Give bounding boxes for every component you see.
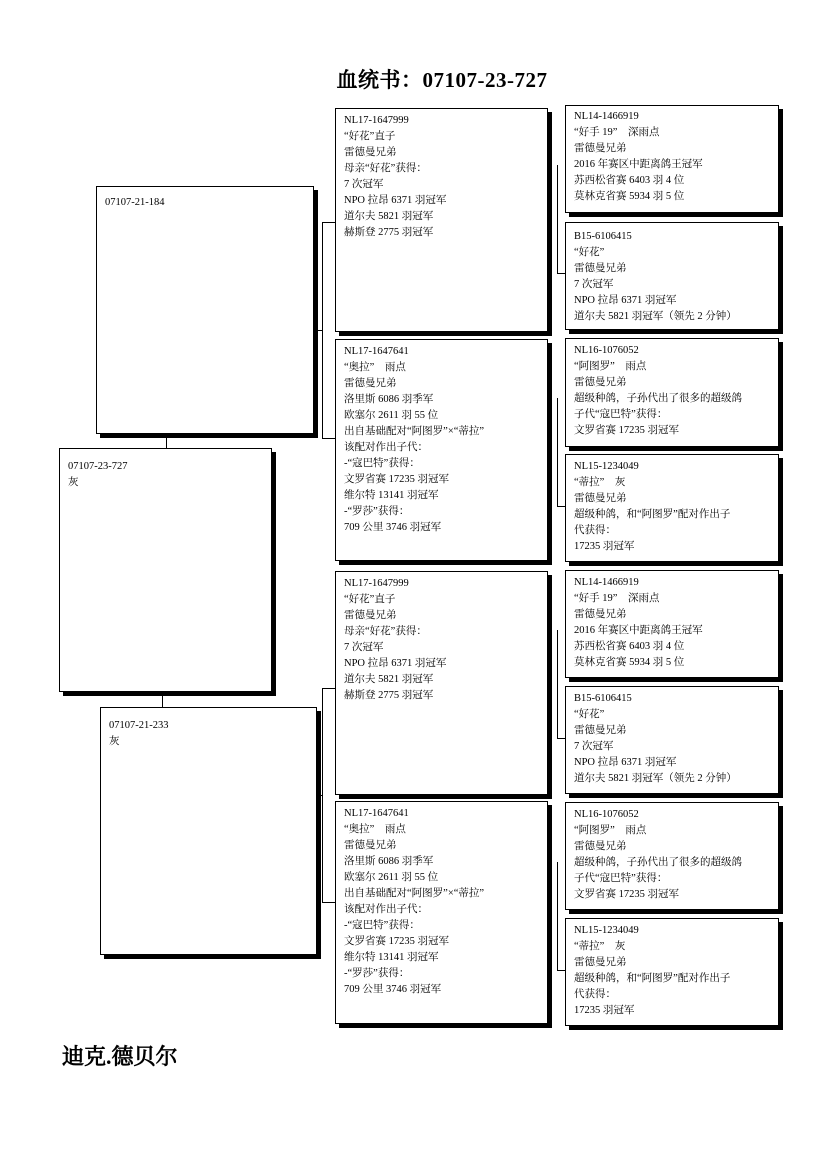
pedigree-line: NPO 拉昂 6371 羽冠军 [344,195,447,206]
pedigree-box-dam-sire [335,571,548,795]
pedigree-line: 子代“寇巴特”获得： [574,409,668,420]
pedigree-line: “蒂拉” 灰 [574,941,626,952]
pedigree-line: 雷德曼兄弟 [574,609,627,620]
ring-number: NL17-1647999 [344,578,409,589]
ring-number: NL15-1234049 [574,925,639,936]
ring-number: B15-6106415 [574,231,632,242]
pedigree-line: 雷德曼兄弟 [344,378,397,389]
pedigree-line: 道尔夫 5821 羽冠军（领先 2 分钟） [574,311,737,322]
pedigree-line: -“寇巴特”获得： [344,458,420,469]
ring-number: NL14-1466919 [574,577,639,588]
pedigree-line: 17235 羽冠军 [574,1005,635,1016]
pedigree-line: 文罗省赛 17235 羽冠军 [344,936,449,947]
pedigree-box-sire-dam [335,339,548,561]
pedigree-line: “好花”直子 [344,131,396,142]
pedigree-line: 代获得： [574,989,616,1000]
pedigree-box-sire-sire-sire [565,105,779,213]
ring-number: B15-6106415 [574,693,632,704]
connector [322,688,323,902]
pedigree-line: -“寇巴特”获得： [344,920,420,931]
pedigree-line: 7 次冠军 [344,642,384,653]
ring-number: 07107-23-727 [68,461,128,472]
pedigree-box-dam-sire-sire [565,570,779,678]
ring-number: NL16-1076052 [574,809,639,820]
pedigree-line: 道尔夫 5821 羽冠军 [344,211,434,222]
pedigree-line: 雷德曼兄弟 [574,377,627,388]
pedigree-line: 赫斯登 2775 羽冠军 [344,690,434,701]
ring-number: NL17-1647641 [344,346,409,357]
pedigree-line: 雷德曼兄弟 [574,725,627,736]
pedigree-line: NPO 拉昂 6371 羽冠军 [574,295,677,306]
pedigree-line: “蒂拉” 灰 [574,477,626,488]
pedigree-line: 该配对作出子代： [344,904,428,915]
pedigree-line: 子代“寇巴特”获得： [574,873,668,884]
pedigree-line: 出自基础配对“阿图罗”×“蒂拉” [344,888,485,899]
pedigree-line: 709 公里 3746 羽冠军 [344,984,442,995]
ring-number: NL14-1466919 [574,111,639,122]
pedigree-line: 雷德曼兄弟 [344,840,397,851]
connector [322,688,335,689]
pedigree-line: “好花”直子 [344,594,396,605]
pedigree-line: 灰 [68,477,79,488]
pedigree-line: 洛里斯 6086 羽季军 [344,394,434,405]
pedigree-line: 该配对作出子代： [344,442,428,453]
pedigree-line: 超级种鸽，子孙代出了很多的超级鸽 [574,393,742,404]
connector [322,222,335,223]
ring-number: 07107-21-184 [105,197,165,208]
pedigree-line: “好花” [574,247,605,258]
pedigree-box-dam-dam-dam [565,918,779,1026]
connector [322,438,335,439]
pedigree-line: 雷德曼兄弟 [344,610,397,621]
ring-number: NL17-1647999 [344,115,409,126]
pedigree-line: 超级种鸽，和“阿图罗”配对作出子 [574,973,731,984]
pedigree-line: -“罗莎”获得： [344,968,410,979]
pedigree-line: 母亲“好花”获得： [344,626,427,637]
pedigree-line: 灰 [109,736,120,747]
pedigree-line: 代获得： [574,525,616,536]
pedigree-line: 雷德曼兄弟 [574,957,627,968]
pedigree-line: 超级种鸽，和“阿图罗”配对作出子 [574,509,731,520]
breeder-name: 迪克.德贝尔 [62,1044,178,1069]
pedigree-box-dam [100,707,317,955]
pedigree-line: “好手 19” 深雨点 [574,127,660,138]
pedigree-line: NPO 拉昂 6371 羽冠军 [344,658,447,669]
pedigree-line: 赫斯登 2775 羽冠军 [344,227,434,238]
pedigree-line: “好手 19” 深雨点 [574,593,660,604]
pedigree-line: 苏西松省赛 6403 羽 4 位 [574,641,685,652]
connector [557,738,565,739]
pedigree-line: 出自基础配对“阿图罗”×“蒂拉” [344,426,485,437]
pedigree-box-sire-dam-dam [565,454,779,562]
connector [557,970,565,971]
pedigree-line: 雷德曼兄弟 [574,143,627,154]
pedigree-box-sire-sire [335,108,548,332]
pedigree-line: 欧塞尔 2611 羽 55 位 [344,872,439,883]
connector [557,165,558,273]
connector [557,862,558,970]
pedigree-line: “奥拉” 雨点 [344,824,406,835]
pedigree-title: 血统书：07107-23-727 [336,68,548,92]
pedigree-line: “好花” [574,709,605,720]
pedigree-line: 2016 年赛区中距离鸽王冠军 [574,159,703,170]
pedigree-line: 莫林克省赛 5934 羽 5 位 [574,191,685,202]
pedigree-line: “奥拉” 雨点 [344,362,406,373]
pedigree-line: 2016 年赛区中距离鸽王冠军 [574,625,703,636]
pedigree-line: 超级种鸽，子孙代出了很多的超级鸽 [574,857,742,868]
pedigree-line: 雷德曼兄弟 [574,841,627,852]
pedigree-box-sire [96,186,314,434]
ring-number: 07107-21-233 [109,720,169,731]
pedigree-line: 莫林克省赛 5934 羽 5 位 [574,657,685,668]
connector [557,506,565,507]
pedigree-line: “阿图罗” 雨点 [574,825,647,836]
pedigree-line: 雷德曼兄弟 [574,263,627,274]
pedigree-box-dam-sire-dam [565,686,779,794]
pedigree-line: 母亲“好花”获得： [344,163,427,174]
pedigree-line: NPO 拉昂 6371 羽冠军 [574,757,677,768]
ring-number: NL17-1647641 [344,808,409,819]
pedigree-line: 欧塞尔 2611 羽 55 位 [344,410,439,421]
connector [557,398,558,506]
connector [322,902,335,903]
pedigree-line: 雷德曼兄弟 [344,147,397,158]
pedigree-line: 雷德曼兄弟 [574,493,627,504]
ring-number: NL16-1076052 [574,345,639,356]
connector [322,222,323,438]
pedigree-line: 维尔特 13141 羽冠军 [344,490,439,501]
connector [557,630,558,738]
pedigree-line: 道尔夫 5821 羽冠军（领先 2 分钟） [574,773,737,784]
pedigree-line: 7 次冠军 [344,179,384,190]
pedigree-line: -“罗莎”获得： [344,506,410,517]
pedigree-line: 道尔夫 5821 羽冠军 [344,674,434,685]
pedigree-box-dam-dam [335,801,548,1024]
pedigree-line: 苏西松省赛 6403 羽 4 位 [574,175,685,186]
ring-number: NL15-1234049 [574,461,639,472]
pedigree-line: 文罗省赛 17235 羽冠军 [344,474,449,485]
pedigree-line: 维尔特 13141 羽冠军 [344,952,439,963]
pedigree-line: 17235 羽冠军 [574,541,635,552]
pedigree-line: 7 次冠军 [574,279,614,290]
pedigree-box-subject [59,448,272,692]
pedigree-line: 709 公里 3746 羽冠军 [344,522,442,533]
pedigree-box-dam-dam-sire [565,802,779,910]
pedigree-line: 文罗省赛 17235 羽冠军 [574,425,679,436]
pedigree-line: “阿图罗” 雨点 [574,361,647,372]
pedigree-line: 7 次冠军 [574,741,614,752]
pedigree-line: 洛里斯 6086 羽季军 [344,856,434,867]
pedigree-line: 文罗省赛 17235 羽冠军 [574,889,679,900]
pedigree-box-sire-dam-sire [565,338,779,447]
connector [557,273,565,274]
pedigree-box-sire-sire-dam [565,222,779,330]
